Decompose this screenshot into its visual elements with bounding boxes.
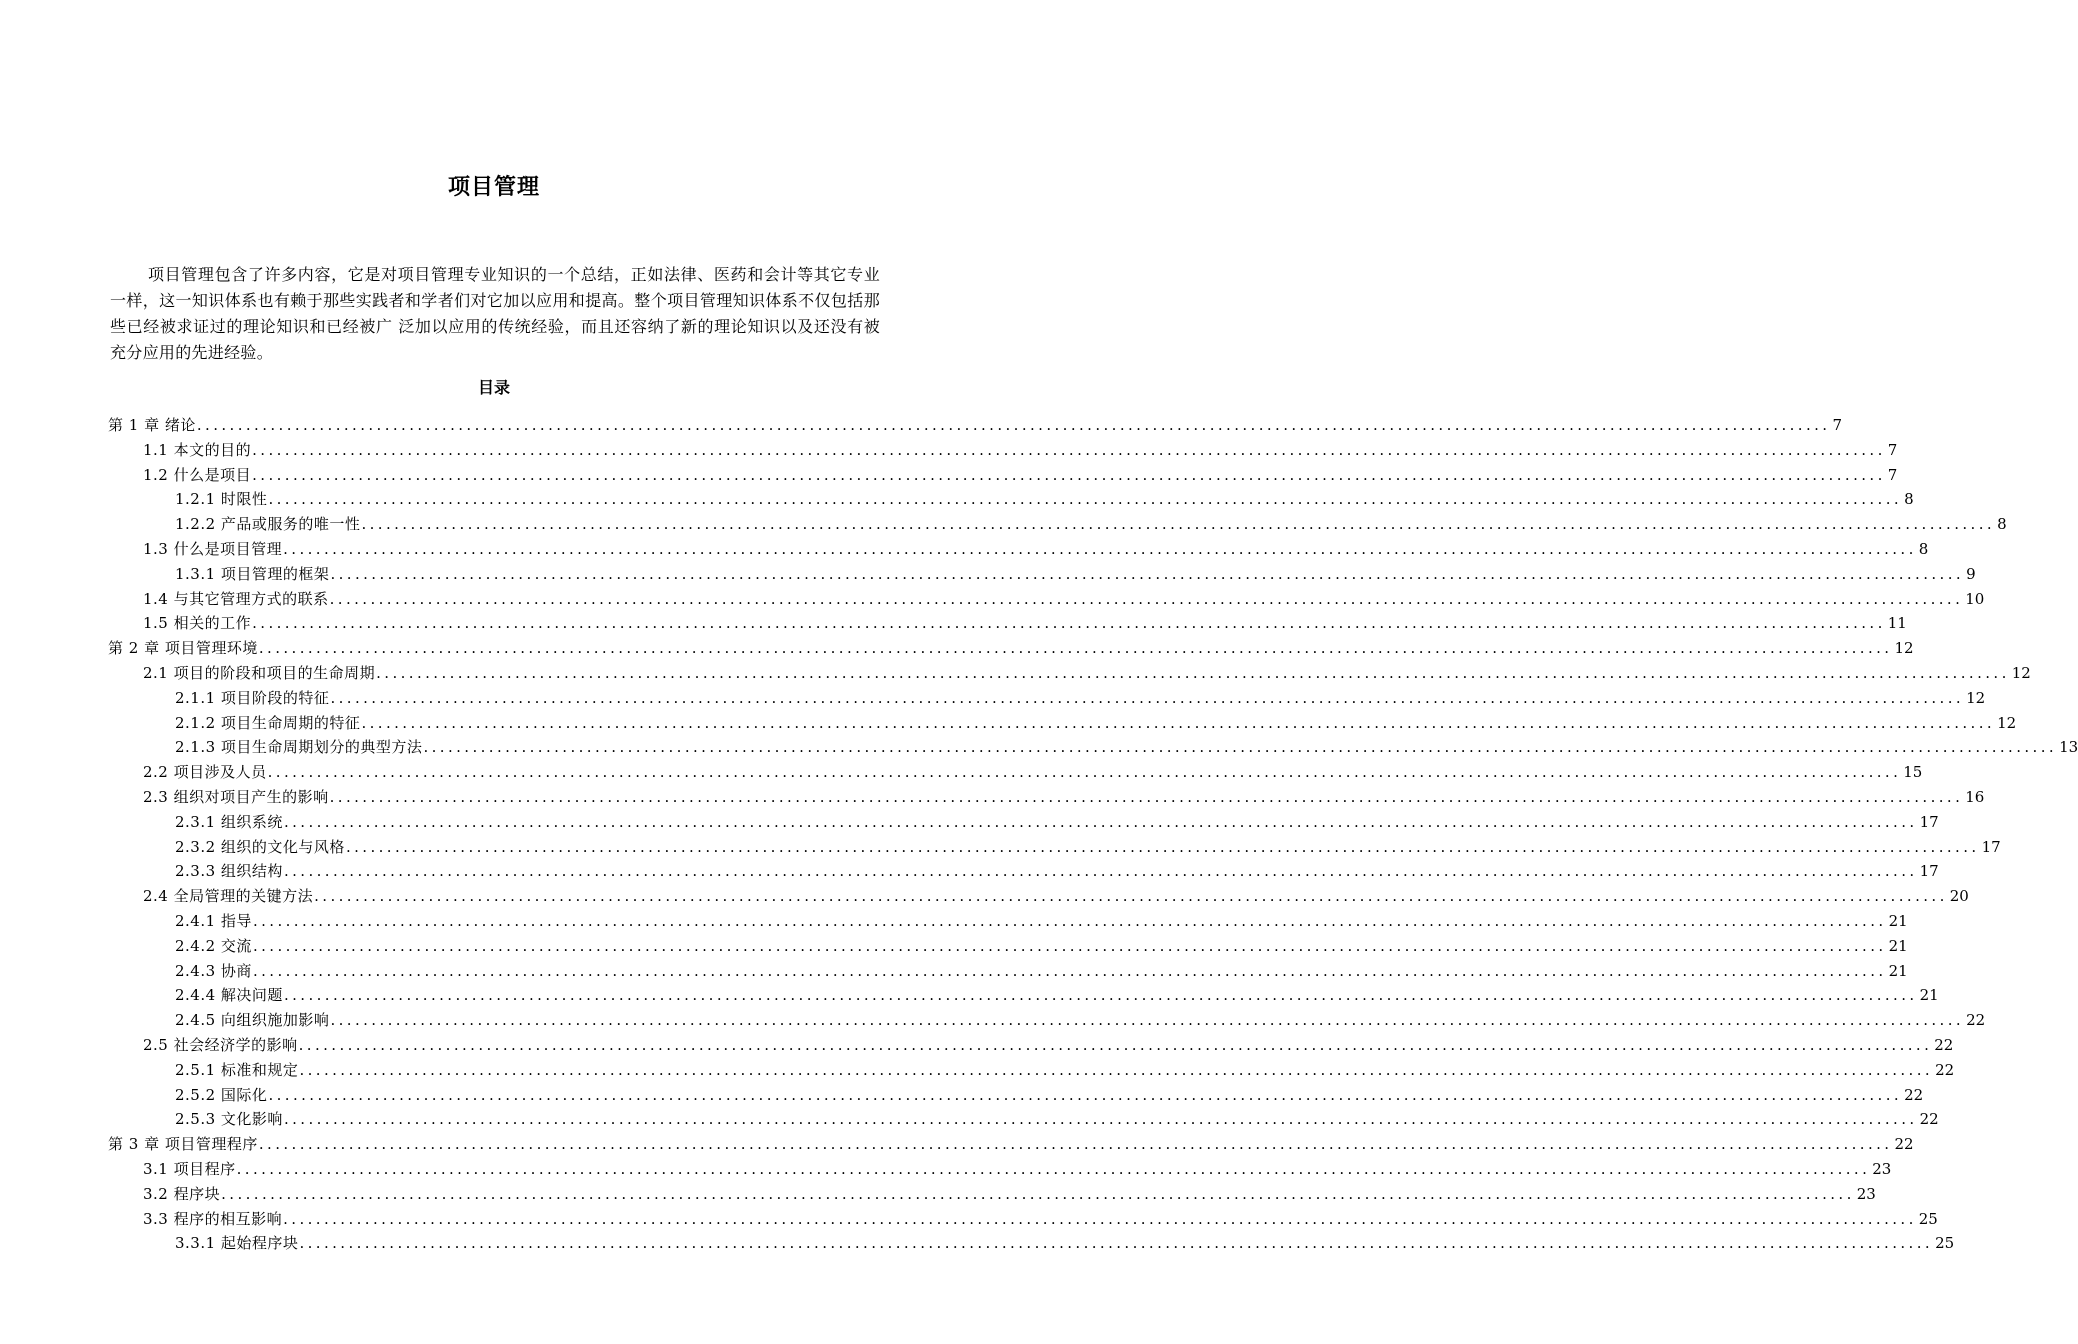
toc-dot-leader: ........................................................................................................................................................................................................ <box>329 787 1964 806</box>
toc-entry[interactable] <box>108 611 1907 636</box>
toc-entry-title: 2.4.5 向组织施加影响 <box>175 1011 330 1030</box>
toc-dot-leader: ........................................................................................................................................................................................................ <box>252 440 1886 459</box>
toc-entry[interactable] <box>108 438 1898 463</box>
toc-entry[interactable] <box>108 463 1898 488</box>
toc-entry[interactable] <box>108 810 1939 835</box>
toc-entry[interactable] <box>108 934 1908 959</box>
toc-entry[interactable] <box>108 1107 1939 1132</box>
toc-entry-title: 2.3.2 组织的文化与风格 <box>175 837 345 856</box>
toc-entry-title: 2.2 项目涉及人员 <box>143 763 267 782</box>
toc-dot-leader: ........................................................................................................................................................................................................ <box>283 1209 1917 1228</box>
toc-entry-page-number: 20 <box>1949 887 1969 906</box>
toc-entry-title: 3.3.1 起始程序块 <box>175 1234 299 1253</box>
toc-entry-title: 2.1.2 项目生命周期的特征 <box>175 713 361 732</box>
toc-dot-leader: ........................................................................................................................................................................................................ <box>252 465 1886 484</box>
toc-entry-page-number: 7 <box>1832 416 1843 434</box>
toc-entry[interactable] <box>108 1132 1914 1157</box>
toc-entry[interactable] <box>108 711 2017 736</box>
toc-entry-page-number: 7 <box>1887 440 1898 459</box>
toc-dot-leader: ........................................................................................................................................................................................................ <box>314 887 1948 906</box>
toc-entry[interactable] <box>108 1058 1955 1083</box>
toc-dot-leader: ........................................................................................................................................................................................................ <box>283 862 1918 881</box>
toc-entry-page-number: 22 <box>1904 1085 1924 1104</box>
toc-entry[interactable] <box>108 1083 1924 1108</box>
toc-dot-leader: ........................................................................................................................................................................................................ <box>299 1060 1934 1079</box>
toc-entry-page-number: 13 <box>2059 738 2078 757</box>
toc-entry-title: 2.5 社会经济学的影响 <box>143 1035 298 1054</box>
toc-dot-leader: ........................................................................................................................................................................................................ <box>196 416 1831 434</box>
document-title: 项目管理 <box>447 175 540 200</box>
toc-entry[interactable] <box>108 983 1939 1008</box>
toc-entry-page-number: 21 <box>1888 936 1908 955</box>
toc-entry[interactable] <box>108 1008 1986 1033</box>
toc-dot-leader: ........................................................................................................................................................................................................ <box>283 986 1918 1005</box>
toc-entry-title: 1.3 什么是项目管理 <box>143 539 283 558</box>
toc-entry-page-number: 21 <box>1888 911 1908 930</box>
toc-entry-page-number: 23 <box>1856 1184 1876 1203</box>
toc-entry-title: 2.4.4 解决问题 <box>175 986 283 1005</box>
toc-entry-title: 2.5.1 标准和规定 <box>175 1060 299 1079</box>
toc-entry-title: 1.3.1 项目管理的框架 <box>175 564 330 583</box>
toc-dot-leader: ........................................................................................................................................................................................................ <box>283 539 1917 558</box>
toc-dot-leader: ........................................................................................................................................................................................................ <box>329 589 1964 608</box>
toc-dot-leader: ........................................................................................................................................................................................................ <box>283 1110 1918 1129</box>
toc-entry-page-number: 7 <box>1887 465 1898 484</box>
toc-entry-page-number: 22 <box>1966 1011 1986 1030</box>
toc-entry-page-number: 12 <box>2011 663 2031 682</box>
toc-entry[interactable] <box>108 661 2031 686</box>
toc-entry-page-number: 22 <box>1894 1135 1914 1154</box>
toc-entry[interactable] <box>108 884 1969 909</box>
toc-entry[interactable] <box>108 537 1929 562</box>
toc-entry-page-number: 25 <box>1935 1234 1955 1253</box>
toc-entry-title: 3.1 项目程序 <box>143 1159 236 1178</box>
toc-entry-page-number: 23 <box>1872 1159 1892 1178</box>
intro-paragraph: 项目管理包含了许多内容，它是对项目管理专业知识的一个总结，正如法律、医药和会计等其它专业一样，这一知识体系也有赖于那些实践者和学者们对它加以应用和提高。整个项目管理知识体系不仅包括那些已经被求证过的理论知识和已经被广 泛加以应用的传统经验，而且还容纳了新的理论知识以及还没有被充分应用的先进经验。 <box>110 265 880 362</box>
toc-entry-page-number: 21 <box>1919 986 1939 1005</box>
toc-entry-page-number: 10 <box>1965 589 1985 608</box>
toc-entry-title: 2.5.2 国际化 <box>175 1085 268 1104</box>
toc-entry-page-number: 11 <box>1887 614 1907 633</box>
toc-entry-title: 1.2.1 时限性 <box>175 490 268 509</box>
toc-dot-leader: ........................................................................................................................................................................................................ <box>345 837 1980 856</box>
toc-entry-page-number: 12 <box>1966 688 1986 707</box>
toc-entry-title: 2.1.3 项目生命周期划分的典型方法 <box>175 738 423 757</box>
toc-dot-leader: ........................................................................................................................................................................................................ <box>283 812 1918 831</box>
toc-entry-title: 2.3 组织对项目产生的影响 <box>143 787 329 806</box>
toc-entry-page-number: 8 <box>1997 515 2007 534</box>
toc-entry-page-number: 17 <box>1919 862 1939 881</box>
toc-entry-page-number: 15 <box>1903 763 1923 782</box>
toc-entry[interactable] <box>108 1231 1955 1256</box>
toc-dot-leader: ........................................................................................................................................................................................................ <box>252 936 1887 955</box>
toc-entry-title: 第 1 章 绪论 <box>108 416 196 434</box>
toc-dot-leader: ........................................................................................................................................................................................................ <box>252 614 1886 633</box>
toc-entry[interactable] <box>108 909 1908 934</box>
toc-entry[interactable] <box>108 562 1976 587</box>
toc-entry[interactable] <box>108 1207 1938 1232</box>
toc-entry[interactable] <box>108 587 1985 612</box>
toc-entry[interactable] <box>108 859 1939 884</box>
toc-entry[interactable] <box>108 835 2001 860</box>
toc-entry[interactable] <box>108 735 2078 760</box>
toc-dot-leader: ........................................................................................................................................................................................................ <box>268 490 1903 509</box>
toc-dot-leader: ........................................................................................................................................................................................................ <box>267 763 1902 782</box>
toc-entry[interactable] <box>108 1157 1892 1182</box>
toc-entry-page-number: 8 <box>1904 490 1914 509</box>
toc-dot-leader: ........................................................................................................................................................................................................ <box>376 663 2010 682</box>
toc-entry-page-number: 25 <box>1918 1209 1938 1228</box>
toc-entry-title: 2.4.2 交流 <box>175 936 252 955</box>
toc-dot-leader: ........................................................................................................................................................................................................ <box>252 961 1887 980</box>
toc-dot-leader: ........................................................................................................................................................................................................ <box>330 564 1965 583</box>
toc-entry-title: 2.4.1 指导 <box>175 911 252 930</box>
toc-entry-page-number: 12 <box>1997 713 2017 732</box>
toc-entry[interactable] <box>108 1033 1954 1058</box>
toc-entry-page-number: 8 <box>1918 539 1929 558</box>
toc-entry-title: 2.5.3 文化影响 <box>175 1110 283 1129</box>
toc-entry-title: 2.4.3 协商 <box>175 961 252 980</box>
toc-dot-leader: ........................................................................................................................................................................................................ <box>361 515 1996 534</box>
toc-dot-leader: ........................................................................................................................................................................................................ <box>252 911 1887 930</box>
toc-entry-page-number: 21 <box>1888 961 1908 980</box>
toc-entry[interactable] <box>108 487 1914 512</box>
toc-dot-leader: ........................................................................................................................................................................................................ <box>258 639 1893 658</box>
toc-entry[interactable] <box>108 959 1908 984</box>
toc-entry[interactable] <box>108 686 1986 711</box>
table-of-contents <box>108 413 2078 1256</box>
toc-entry-title: 1.2 什么是项目 <box>143 465 252 484</box>
toc-dot-leader: ........................................................................................................................................................................................................ <box>236 1159 1871 1178</box>
toc-entry-title: 1.4 与其它管理方式的联系 <box>143 589 329 608</box>
toc-entry-title: 2.3.1 组织系统 <box>175 812 283 831</box>
toc-entry-title: 1.2.2 产品或服务的唯一性 <box>175 515 361 534</box>
toc-entry[interactable] <box>108 1182 1876 1207</box>
toc-dot-leader: ........................................................................................................................................................................................................ <box>299 1234 1934 1253</box>
toc-entry[interactable] <box>108 512 2007 537</box>
toc-entry-page-number: 22 <box>1919 1110 1939 1129</box>
toc-heading: 目录 <box>477 378 510 397</box>
toc-entry-title: 1.1 本文的目的 <box>143 440 252 459</box>
toc-dot-leader: ........................................................................................................................................................................................................ <box>268 1085 1903 1104</box>
toc-entry-title: 2.3.3 组织结构 <box>175 862 283 881</box>
toc-dot-leader: ........................................................................................................................................................................................................ <box>361 713 1996 732</box>
toc-dot-leader: ........................................................................................................................................................................................................ <box>423 738 2058 757</box>
toc-entry-page-number: 17 <box>1981 837 2001 856</box>
toc-entry-title: 第 2 章 项目管理环境 <box>108 639 258 658</box>
toc-entry-title: 3.2 程序块 <box>143 1184 221 1203</box>
toc-entry-page-number: 9 <box>1966 564 1976 583</box>
toc-entry-page-number: 17 <box>1919 812 1939 831</box>
toc-dot-leader: ........................................................................................................................................................................................................ <box>330 688 1965 707</box>
toc-entry-page-number: 22 <box>1934 1035 1954 1054</box>
toc-entry-title: 2.1.1 项目阶段的特征 <box>175 688 330 707</box>
toc-entry[interactable] <box>108 760 1923 785</box>
toc-entry-title: 2.4 全局管理的关键方法 <box>143 887 314 906</box>
toc-entry-page-number: 16 <box>1965 787 1985 806</box>
toc-dot-leader: ........................................................................................................................................................................................................ <box>298 1035 1933 1054</box>
toc-entry[interactable] <box>108 636 1914 661</box>
toc-entry-page-number: 12 <box>1894 639 1914 658</box>
toc-entry-title: 2.1 项目的阶段和项目的生命周期 <box>143 663 376 682</box>
toc-entry-page-number: 22 <box>1935 1060 1955 1079</box>
toc-entry-title: 3.3 程序的相互影响 <box>143 1209 283 1228</box>
toc-entry[interactable] <box>108 413 1843 438</box>
toc-entry-title: 第 3 章 项目管理程序 <box>108 1135 258 1154</box>
toc-dot-leader: ........................................................................................................................................................................................................ <box>221 1184 1855 1203</box>
toc-dot-leader: ........................................................................................................................................................................................................ <box>258 1135 1893 1154</box>
toc-dot-leader: ........................................................................................................................................................................................................ <box>330 1011 1965 1030</box>
toc-entry[interactable] <box>108 785 1985 810</box>
toc-entry-title: 1.5 相关的工作 <box>143 614 252 633</box>
